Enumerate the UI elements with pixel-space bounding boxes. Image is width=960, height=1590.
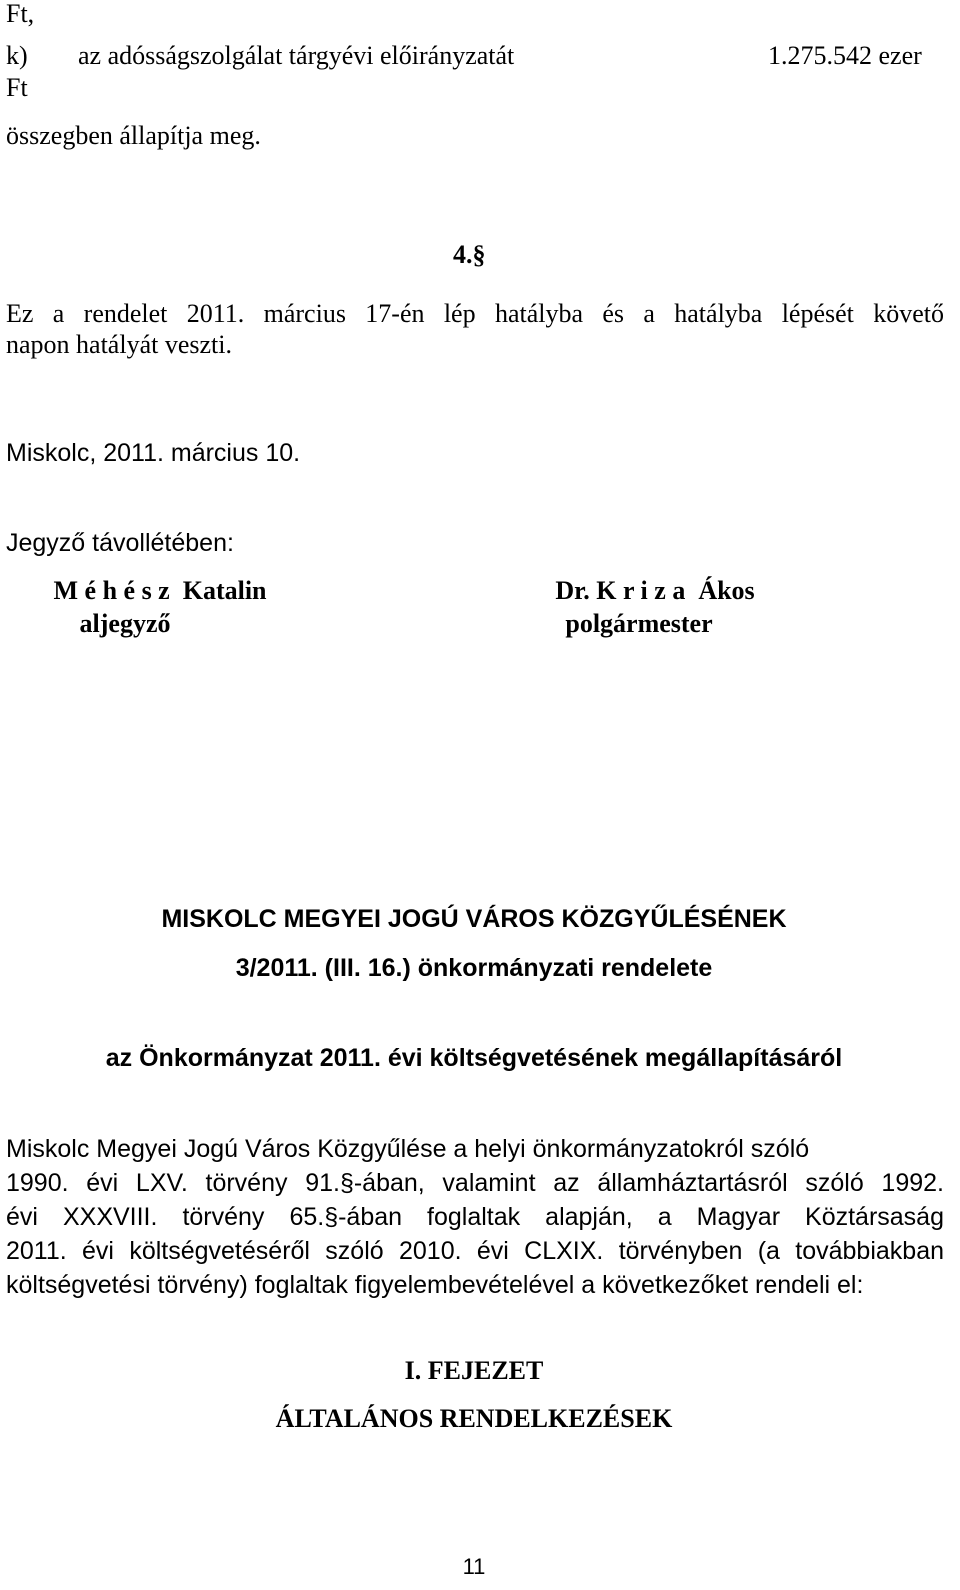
preamble-line: költségvetési törvény) foglaltak figyelembevételével a következőket rendeli el: <box>6 1271 864 1299</box>
preamble-line: évi XXXVIII. törvény 65.§-ában foglaltak alapján, a Magyar Köztársaság <box>6 1203 944 1231</box>
decree-title-line1: MISKOLC MEGYEI JOGÚ VÁROS KÖZGYŰLÉSÉNEK <box>161 905 787 933</box>
section-4-heading: 4.§ <box>453 240 486 269</box>
section-4-text-line1: Ez a rendelet 2011. március 17-én lép hatályba és a hatályba lépését követő <box>6 299 944 328</box>
signature-right-title: polgármester <box>565 609 713 638</box>
signature-left-title: aljegyző <box>79 609 171 638</box>
top-fragment: Ft, <box>6 0 35 28</box>
decree-subtitle: az Önkormányzat 2011. évi költségvetésének megállapításáról <box>105 1044 843 1072</box>
section-4-text-line2: napon hatályát veszti. <box>6 330 232 359</box>
item-k-marker: k) <box>6 41 28 70</box>
item-k-unit: Ft <box>6 73 28 102</box>
preamble-line: 1990. évi LXV. törvény 91.§-ában, valamint az államháztartásról szóló 1992. <box>6 1169 944 1197</box>
chapter-title: ÁLTALÁNOS RENDELKEZÉSEK <box>275 1404 673 1433</box>
preamble-line: Miskolc Megyei Jogú Város Közgyűlése a helyi önkormányzatokról szóló <box>6 1135 810 1163</box>
page-number: 11 <box>462 1554 486 1579</box>
chapter-number: I. FEJEZET <box>404 1356 544 1385</box>
decree-title-line2: 3/2011. (III. 16.) önkormányzati rendelete <box>235 954 713 982</box>
item-k-text: az adósságszolgálat tárgyévi előirányzatát <box>78 41 515 70</box>
signature-right-name: Dr. K r i z a Ákos <box>555 576 755 605</box>
place-date: Miskolc, 2011. március 10. <box>6 439 301 467</box>
preamble-line: 2011. évi költségvetéséről szóló 2010. évi CLXIX. törvényben (a továbbiakban <box>6 1237 944 1265</box>
item-k-amount: 1.275.542 ezer <box>768 41 922 70</box>
closing-sentence: összegben állapítja meg. <box>6 121 261 150</box>
absence-note: Jegyző távollétében: <box>6 529 234 557</box>
signature-left-name: M é h é s z Katalin <box>53 576 267 605</box>
